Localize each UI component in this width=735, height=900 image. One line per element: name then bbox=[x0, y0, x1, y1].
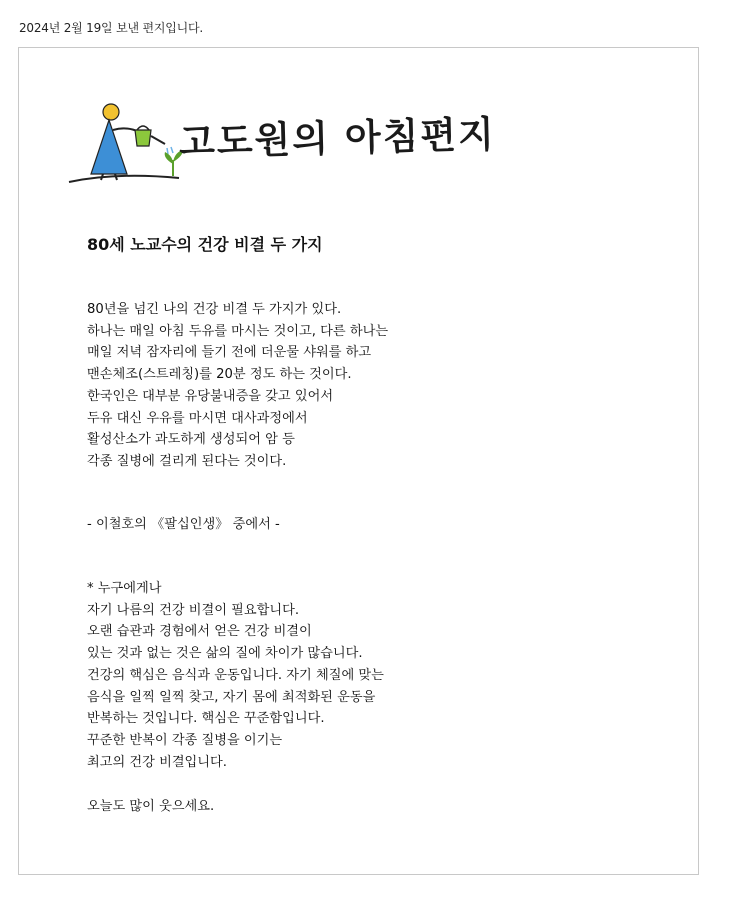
passage-line: 각종 질병에 걸리게 된다는 것이다. bbox=[87, 453, 287, 469]
commentary-line: 꾸준한 반복이 각종 질병을 이기는 bbox=[87, 732, 283, 748]
passage-line: 두유 대신 우유를 마시면 대사과정에서 bbox=[87, 410, 308, 426]
commentary-line: 오랜 습관과 경험에서 얻은 건강 비결이 bbox=[87, 624, 312, 640]
logo-wordmark: 고도원의 아침편지 bbox=[178, 112, 497, 164]
commentary-line: 반복하는 것입니다. 핵심은 꾸준함입니다. bbox=[87, 711, 325, 727]
commentary-line: 음식을 일찍 일찍 찾고, 자기 몸에 최적화된 운동을 bbox=[87, 689, 376, 705]
quoted-passage bbox=[87, 299, 388, 473]
commentary-line: 자기 나름의 건강 비결이 필요합니다. bbox=[87, 602, 300, 618]
commentary-line: * 누구에게나 bbox=[87, 581, 162, 596]
morning-letter-logo bbox=[67, 100, 497, 190]
passage-line: 매일 저녁 잠자리에 들기 전에 더운물 샤워를 하고 bbox=[87, 345, 372, 361]
sent-date-note: 2024년 2월 19일 보낸 편지입니다. bbox=[19, 21, 204, 35]
letter-frame bbox=[18, 47, 699, 875]
passage-line: 한국인은 대부분 유당불내증을 갖고 있어서 bbox=[87, 388, 334, 404]
source-citation: - 이철호의 《팔십인생》 중에서 - bbox=[87, 517, 280, 532]
passage-line: 맨손체조(스트레칭)를 20분 정도 하는 것이다. bbox=[87, 367, 352, 383]
letter-title: 80세 노교수의 건강 비결 두 가지 bbox=[87, 235, 323, 254]
commentary-line: 최고의 건강 비결입니다. bbox=[87, 754, 227, 770]
closing-line: 오늘도 많이 웃으세요. bbox=[87, 799, 215, 814]
commentary-line: 건강의 핵심은 음식과 운동입니다. 자기 체질에 맞는 bbox=[87, 667, 384, 683]
woman-watering-plant-icon bbox=[67, 100, 187, 190]
commentary-line: 있는 것과 없는 것은 삶의 질에 차이가 많습니다. bbox=[87, 646, 363, 662]
passage-line: 하나는 매일 아침 두유를 마시는 것이고, 다른 하나는 bbox=[87, 323, 389, 339]
passage-line: 활성산소가 과도하게 생성되어 암 등 bbox=[87, 432, 295, 448]
commentary bbox=[87, 578, 384, 773]
passage-line: 80년을 넘긴 나의 건강 비결 두 가지가 있다. bbox=[87, 302, 342, 317]
